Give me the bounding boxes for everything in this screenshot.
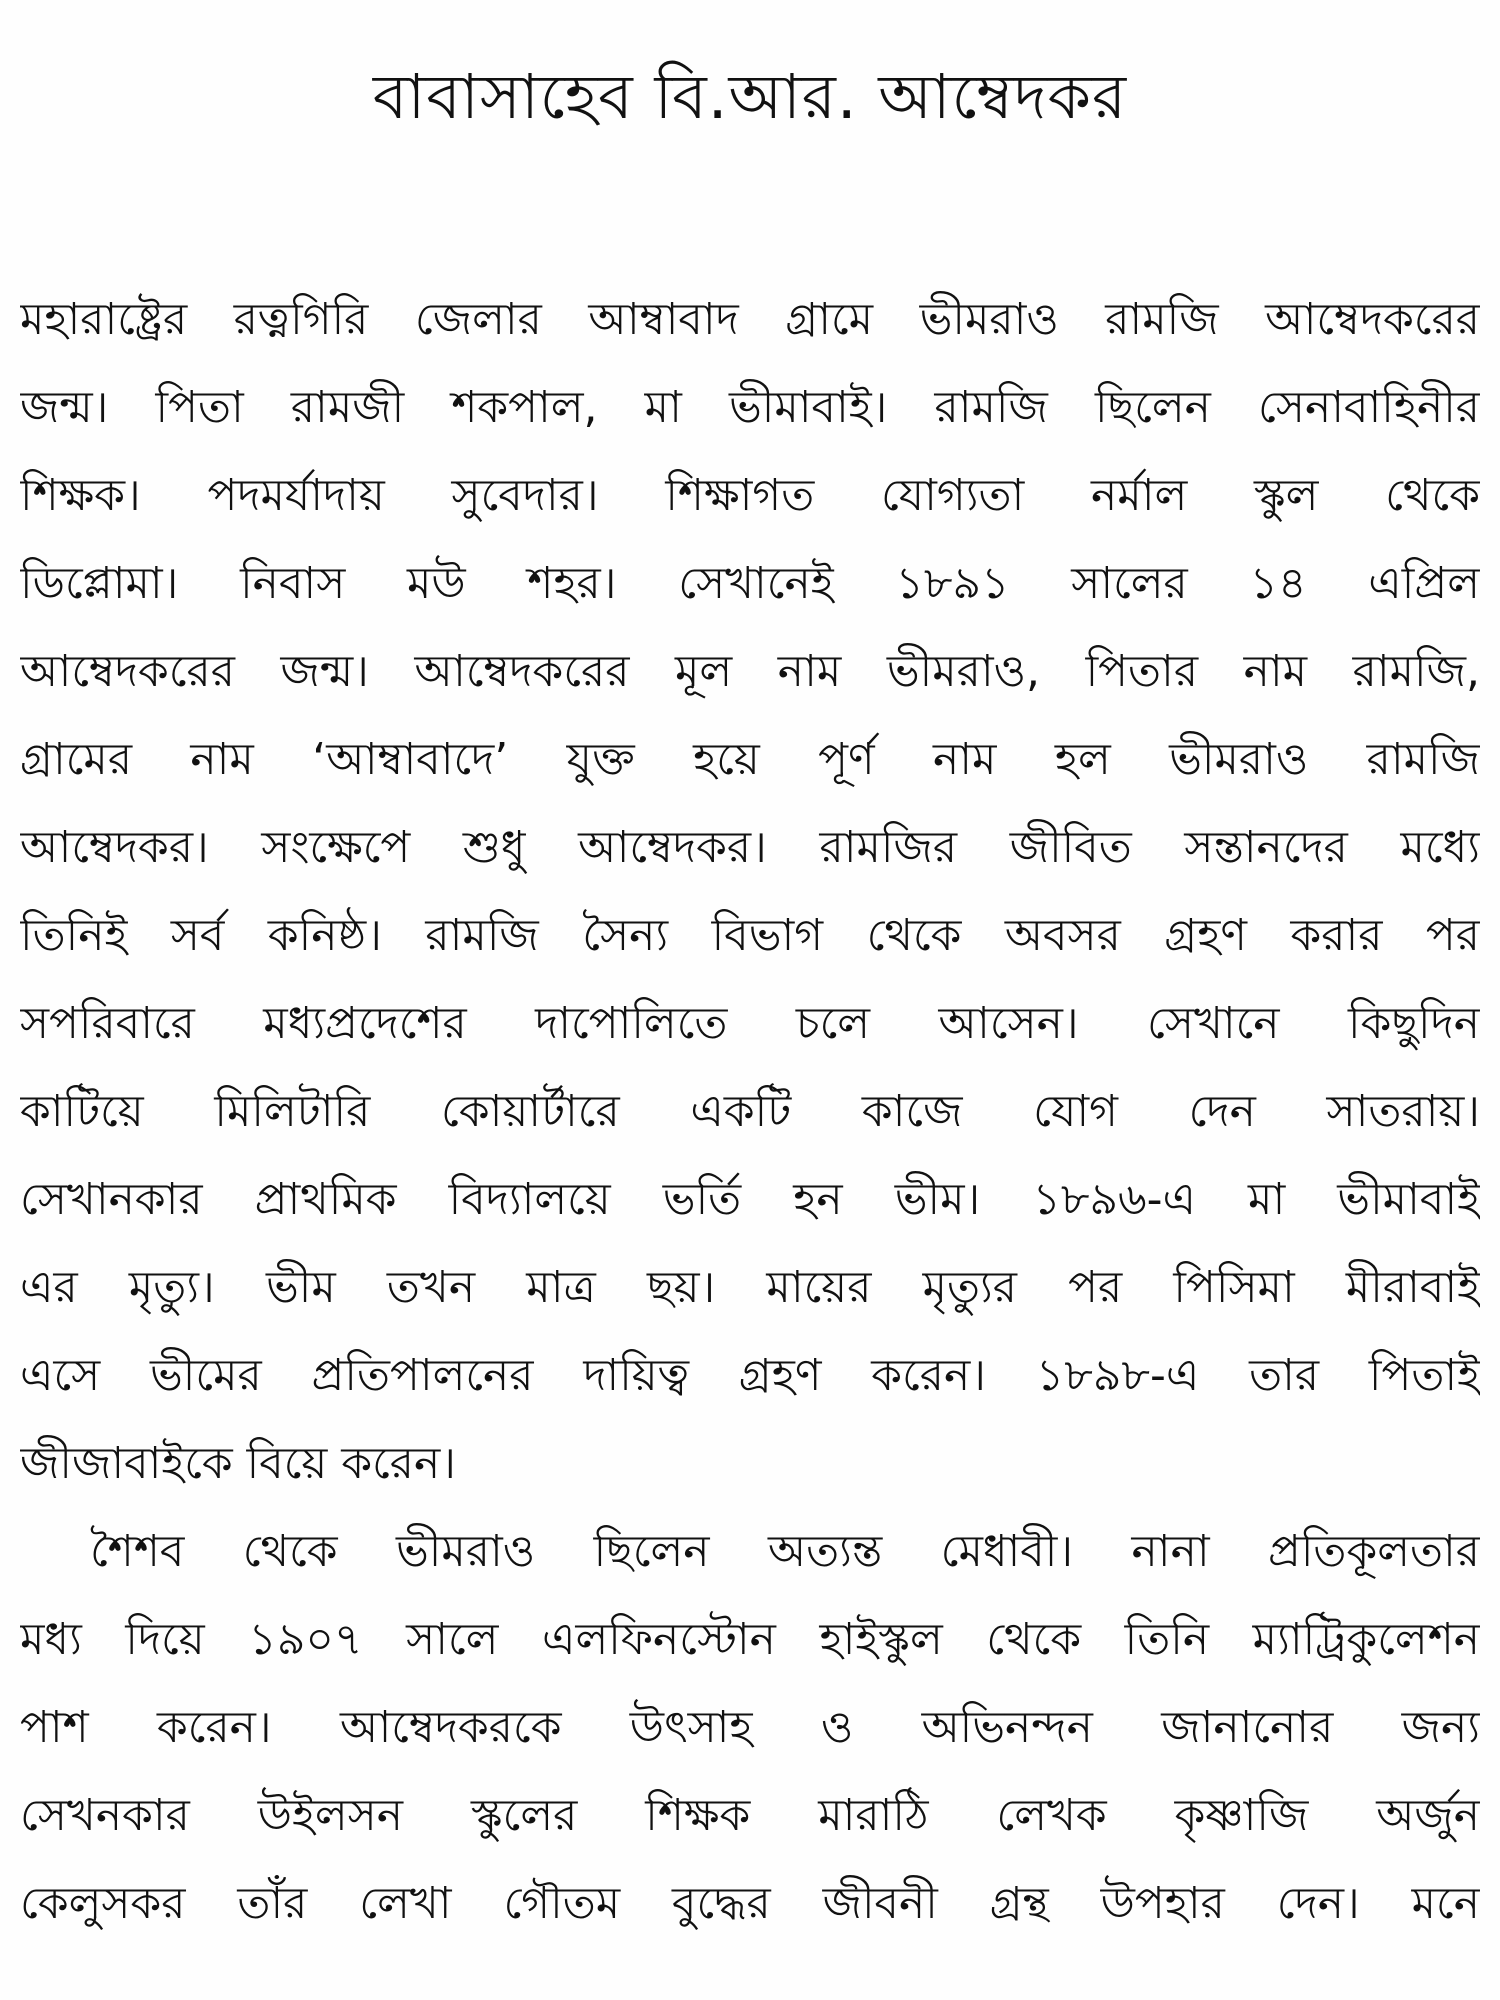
paragraph-start-line: শৈশব থেকে ভীমরাও ছিলেন অত্যন্ত মেধাবী। নানা প্রতিকূলতার — [90, 1526, 1480, 1577]
text-line: সপরিবারে মধ্যপ্রদেশের দাপোলিতে চলে আসেন। সেখানে কিছুদিন — [20, 998, 1480, 1049]
text-line: আম্বেদকরের জন্ম। আম্বেদকরের মূল নাম ভীমরাও, পিতার নাম রামজি, — [20, 646, 1480, 697]
text-line: কাটিয়ে মিলিটারি কোয়ার্টারে একটি কাজে যোগ দেন সাতরায়। — [20, 1086, 1480, 1137]
text-line: সেখনকার উইলসন স্কুলের শিক্ষক মারাঠি লেখক কৃষ্ণাজি অর্জুন — [20, 1790, 1480, 1841]
text-line: গ্রামের নাম ‘আম্বাবাদে’ যুক্ত হয়ে পূর্ণ নাম হল ভীমরাও রামজি — [20, 734, 1480, 785]
page-title: বাবাসাহেব বি.আর. আম্বেদকর — [372, 60, 1128, 133]
body-text — [20, 276, 1480, 1948]
text-line: ডিপ্লোমা। নিবাস মউ শহর। সেখানেই ১৮৯১ সালের ১৪ এপ্রিল — [20, 558, 1480, 609]
text-line: পাশ করেন। আম্বেদকরকে উৎসাহ ও অভিনন্দন জানানোর জন্য — [20, 1702, 1480, 1753]
text-line: সেখানকার প্রাথমিক বিদ্যালয়ে ভর্তি হন ভীম। ১৮৯৬-এ মা ভীমাবাই — [20, 1174, 1480, 1225]
text-line: শিক্ষক। পদমর্যাদায় সুবেদার। শিক্ষাগত যোগ্যতা নর্মাল স্কুল থেকে — [20, 470, 1480, 521]
text-line: এসে ভীমের প্রতিপালনের দায়িত্ব গ্রহণ করেন। ১৮৯৮-এ তার পিতাই — [20, 1350, 1480, 1401]
text-line: তিনিই সর্ব কনিষ্ঠ। রামজি সৈন্য বিভাগ থেকে অবসর গ্রহণ করার পর — [20, 910, 1480, 961]
text-line: আম্বেদকর। সংক্ষেপে শুধু আম্বেদকর। রামজির জীবিত সন্তানদের মধ্যে — [20, 822, 1480, 873]
paragraph-end-line: জীজাবাইকে বিয়ে করেন। — [20, 1438, 456, 1489]
text-line: এর মৃত্যু। ভীম তখন মাত্র ছয়। মায়ের মৃত্যুর পর পিসিমা মীরাবাই — [20, 1262, 1480, 1313]
text-line: মহারাষ্ট্রের রত্নগিরি জেলার আম্বাবাদ গ্রামে ভীমরাও রামজি আম্বেদকরের — [20, 294, 1480, 345]
text-line: কেলুসকর তাঁর লেখা গৌতম বুদ্ধের জীবনী গ্রন্থ উপহার দেন। মনে — [20, 1878, 1480, 1929]
text-line: জন্ম। পিতা রামজী শকপাল, মা ভীমাবাই। রামজি ছিলেন সেনাবাহিনীর — [20, 382, 1480, 433]
text-line: মধ্য দিয়ে ১৯০৭ সালে এলফিনস্টোন হাইস্কুল থেকে তিনি ম্যাট্রিকুলেশন — [20, 1614, 1480, 1665]
